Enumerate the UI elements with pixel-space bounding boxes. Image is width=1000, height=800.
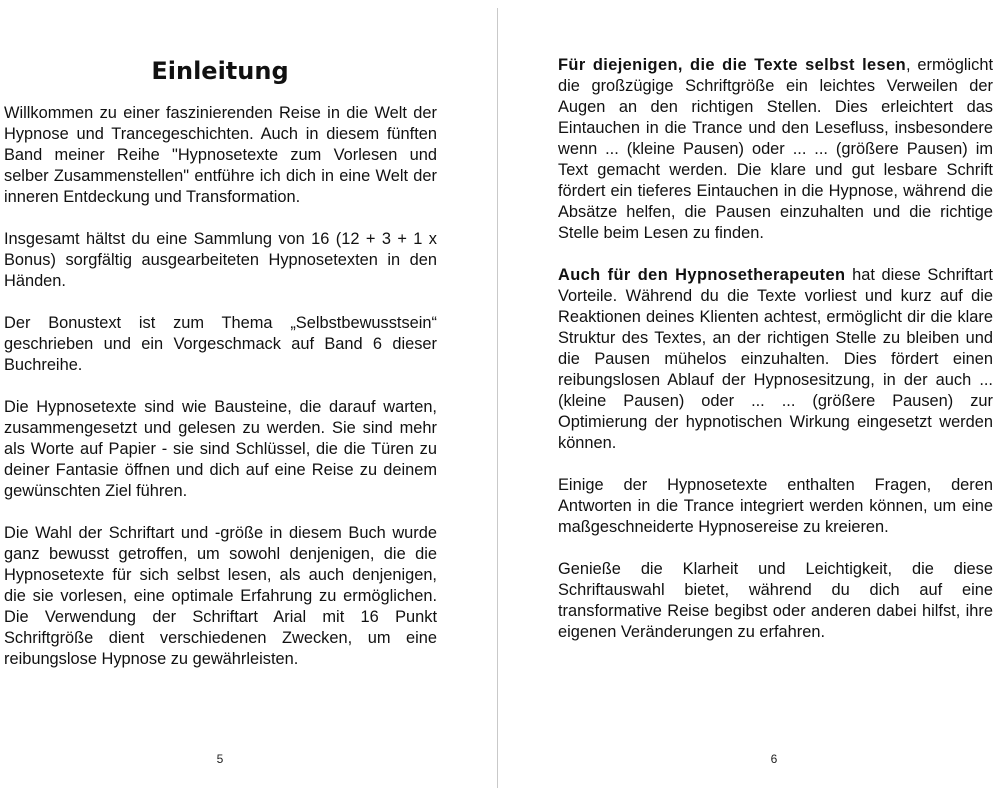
paragraph-collection: Insgesamt hältst du eine Sammlung von 16 (12 + 3 + 1 x Bonus) sorgfältig ausgearbeiteten Hypnosetexten in den Händen.: [4, 230, 437, 290]
chapter-heading: Einleitung: [151, 57, 289, 85]
paragraph-bonus: Der Bonustext ist zum Thema „Selbstbewusstsein“ geschrieben und ein Vorgeschmack auf Band 6 dieser Buchreihe.: [4, 314, 437, 374]
paragraph-enjoy: Genieße die Klarheit und Leichtigkeit, die diese Schriftauswahl bietet, während du dich auf eine transformative Reise begibst oder anderen dabei hilfst, ihre eigenen Veränderungen zu erfahren.: [558, 560, 993, 641]
paragraph-self-readers: [558, 55, 993, 244]
left-page: [0, 0, 497, 800]
paragraph-body-therapists: hat diese Schriftart Vorteile. Während du die Texte vorliest und kurz auf die Reaktionen deines Klienten achtest, ermöglicht dir die klare Struktur des Textes, an der richtigen Stelle zu bleiben und die Pausen mühelos einzuhalten. Dies fördert einen reibungslosen Ablauf der Hypnosesitzung, in der auch ... (kleine Pausen) oder ... ... (größere Pausen) zur Optimierung der hypnotischen Wirkung eingesetzt werden können.: [558, 266, 993, 452]
paragraph-body-self-readers: , ermöglicht die großzügige Schriftgröße ein leichtes Verweilen der Augen an den richtigen Stellen. Dies erleichtert das Eintauchen in die Trance und den Lesefluss, insbesondere wenn ... (kleine Pausen) oder ... ... (größere Pausen) im Text gemacht werden. Die klare und gut lesbare Schrift fördert ein tieferes Eintauchen in die Hypnose, während die Absätze helfen, die Pausen einzuhalten und die richtige Stelle beim Lesen zu finden.: [558, 56, 994, 242]
paragraph-welcome: Willkommen zu einer faszinierenden Reise in die Welt der Hypnose und Trancegeschichten. Auch in diesem fünften Band meiner Reihe "Hypnosetexte zum Vorlesen und selber Zusammenstellen" entführe ich dich in eine Welt der inneren Entdeckung und Transformation.: [4, 104, 437, 206]
paragraph-lead-self-readers: Für diejenigen, die die Texte selbst lesen: [558, 56, 907, 74]
paragraph-therapists: [558, 265, 993, 454]
paragraph-font-choice: Die Wahl der Schriftart und -größe in diesem Buch wurde ganz bewusst getroffen, um sowohl denjenigen, die die Hypnosetexte für sich selbst lesen, als auch denjenigen, die sie vorlesen, eine optimale Erfahrung zu ermöglichen. Die Verwendung der Schriftart Arial mit 16 Punkt Schriftgröße dient verschiedenen Zwecken, um eine reibungslose Hypnose zu gewährleisten.: [4, 524, 437, 668]
page-gutter-divider: [497, 8, 498, 788]
left-page-text: [4, 103, 437, 670]
paragraph-questions: Einige der Hypnosetexte enthalten Fragen, deren Antworten in die Trance integriert werden können, um eine maßgeschneiderte Hypnosereise zu kreieren.: [558, 476, 993, 536]
right-page-text: [558, 55, 993, 643]
right-page: [499, 0, 1000, 800]
paragraph-building-blocks: Die Hypnosetexte sind wie Bausteine, die darauf warten, zusammengesetzt und gelesen zu werden. Sie sind mehr als Worte auf Papier - sie sind Schlüssel, die die Türen zu deiner Fantasie öffnen und dich auf eine Reise zu deinem gewünschten Ziel führen.: [4, 398, 437, 500]
page-number-left: 5: [216, 752, 224, 766]
paragraph-lead-therapists: Auch für den Hypnosetherapeuten: [558, 266, 846, 284]
page-number-right: 6: [770, 752, 778, 766]
